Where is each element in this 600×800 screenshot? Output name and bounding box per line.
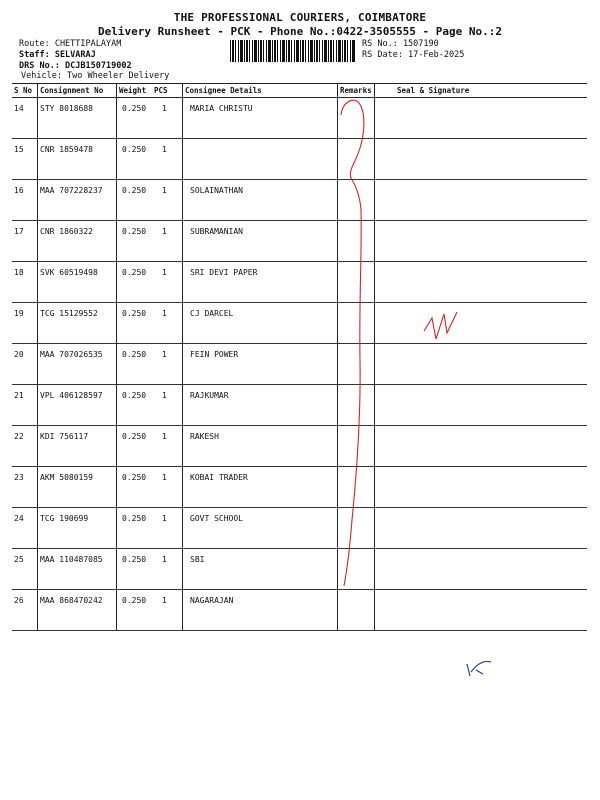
row-pcs: 1 — [162, 391, 167, 400]
row-consignment-no: TCG 15129552 — [40, 309, 98, 318]
row-pcs: 1 — [162, 186, 167, 195]
row-sno: 23 — [14, 473, 24, 482]
drs-number: DRS No.: DCJB150719002 — [19, 61, 132, 71]
row-consignee: GOVT SCHOOL — [190, 514, 243, 523]
blue-initials-mark — [467, 661, 491, 676]
row-pcs: 1 — [162, 432, 167, 441]
row-consignment-no: AKM 5080159 — [40, 473, 93, 482]
row-consignment-no: VPL 406128597 — [40, 391, 103, 400]
table-row — [12, 508, 587, 549]
row-consignee: FEIN POWER — [190, 350, 239, 359]
row-weight: 0.250 — [122, 391, 147, 400]
row-weight: 0.250 — [122, 268, 147, 277]
table-row — [12, 344, 587, 385]
row-consignment-no: SVK 60519498 — [40, 268, 98, 277]
row-weight: 0.250 — [122, 555, 147, 564]
row-consignment-no: TCG 190699 — [40, 514, 89, 523]
table-row — [12, 426, 587, 467]
column-divider — [116, 84, 117, 630]
row-consignment-no: STY 8018688 — [40, 104, 93, 113]
col-consignment-header: Consignment No — [40, 86, 104, 95]
row-sno: 24 — [14, 514, 24, 523]
row-consignment-no: MAA 707228237 — [40, 186, 103, 195]
row-pcs: 1 — [162, 350, 167, 359]
row-consignee: SOLAINATHAN — [190, 186, 243, 195]
table-row — [12, 467, 587, 508]
row-pcs: 1 — [162, 555, 167, 564]
column-divider — [374, 84, 375, 630]
row-pcs: 1 — [162, 145, 167, 154]
row-sno: 18 — [14, 268, 24, 277]
row-sno: 21 — [14, 391, 24, 400]
table-row — [12, 262, 587, 303]
col-consignee-header: Consignee Details — [185, 86, 262, 95]
col-pcs-header: PCS — [154, 86, 168, 95]
row-weight: 0.250 — [122, 104, 147, 113]
col-weight-header: Weight — [119, 86, 147, 95]
row-weight: 0.250 — [122, 473, 147, 482]
row-sno: 17 — [14, 227, 24, 236]
row-pcs: 1 — [162, 473, 167, 482]
col-remarks-header: Remarks — [340, 86, 372, 95]
table-row — [12, 221, 587, 262]
row-consignment-no: CNR 1859478 — [40, 145, 93, 154]
rs-number: RS No.: 1507190 — [362, 39, 439, 49]
row-weight: 0.250 — [122, 350, 147, 359]
row-pcs: 1 — [162, 596, 167, 605]
row-sno: 15 — [14, 145, 24, 154]
table-header — [12, 84, 587, 98]
runsheet-subtitle: Delivery Runsheet - PCK - Phone No.:0422-3505555 - Page No.:2 — [98, 25, 502, 38]
row-pcs: 1 — [162, 227, 167, 236]
col-sno-header: S No — [14, 86, 33, 95]
row-consignee: CJ DARCEL — [190, 309, 234, 318]
table-row — [12, 549, 587, 590]
row-consignment-no: KDI 756117 — [40, 432, 89, 441]
row-consignee: SBI — [190, 555, 205, 564]
row-weight: 0.250 — [122, 514, 147, 523]
col-seal-header: Seal & Signature — [397, 86, 470, 95]
vehicle-label: Vehicle: Two Wheeler Delivery — [21, 71, 170, 81]
runsheet-table — [12, 83, 587, 631]
row-pcs: 1 — [162, 309, 167, 318]
row-weight: 0.250 — [122, 227, 147, 236]
column-divider — [37, 84, 38, 630]
table-row — [12, 139, 587, 180]
row-sno: 25 — [14, 555, 24, 564]
row-pcs: 1 — [162, 514, 167, 523]
row-consignee: RAKESH — [190, 432, 219, 441]
column-divider — [337, 84, 338, 630]
table-row — [12, 385, 587, 426]
page-title: THE PROFESSIONAL COURIERS, COIMBATORE — [173, 11, 427, 24]
staff-label: Staff: SELVARAJ — [19, 50, 96, 60]
row-consignee: RAJKUMAR — [190, 391, 229, 400]
row-weight: 0.250 — [122, 186, 147, 195]
row-sno: 16 — [14, 186, 24, 195]
barcode — [230, 40, 355, 62]
table-row — [12, 180, 587, 221]
row-sno: 26 — [14, 596, 24, 605]
row-sno: 22 — [14, 432, 24, 441]
row-consignee: KOBAI TRADER — [190, 473, 248, 482]
row-consignment-no: MAA 110487085 — [40, 555, 103, 564]
table-row — [12, 98, 587, 139]
row-pcs: 1 — [162, 268, 167, 277]
column-divider — [182, 84, 183, 630]
row-consignee: MARIA CHRISTU — [190, 104, 253, 113]
row-consignment-no: MAA 707026535 — [40, 350, 103, 359]
row-consignee: SRI DEVI PAPER — [190, 268, 258, 277]
row-weight: 0.250 — [122, 432, 147, 441]
row-sno: 14 — [14, 104, 24, 113]
table-row — [12, 303, 587, 344]
route-label: Route: CHETTIPALAYAM — [19, 39, 122, 49]
row-consignee: SUBRAMANIAN — [190, 227, 243, 236]
row-weight: 0.250 — [122, 596, 147, 605]
row-consignment-no: MAA 868470242 — [40, 596, 103, 605]
row-weight: 0.250 — [122, 145, 147, 154]
row-consignment-no: CNR 1860322 — [40, 227, 93, 236]
row-pcs: 1 — [162, 104, 167, 113]
rs-date: RS Date: 17-Feb-2025 — [362, 50, 465, 60]
row-sno: 19 — [14, 309, 24, 318]
row-weight: 0.250 — [122, 309, 147, 318]
table-row — [12, 590, 587, 631]
row-consignee: NAGARAJAN — [190, 596, 234, 605]
row-sno: 20 — [14, 350, 24, 359]
